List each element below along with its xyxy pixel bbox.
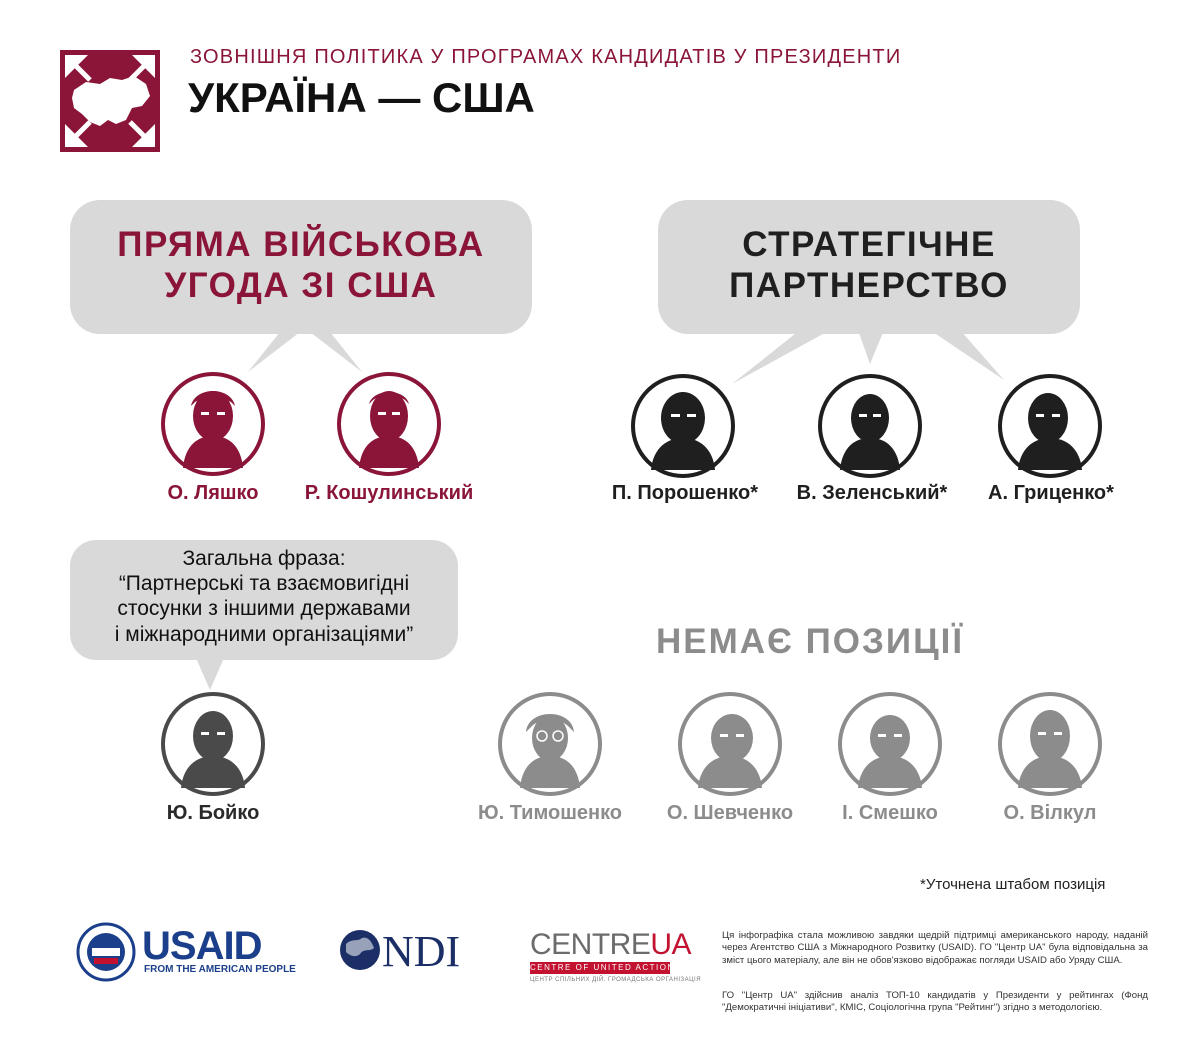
centreua-logo [530, 928, 691, 962]
no-position-title: НЕМАЄ ПОЗИЦІЇ [655, 622, 965, 661]
bubble-strategic-tail-1 [732, 330, 830, 384]
military-line-1: ПРЯМА ВІЙСЬКОВА [117, 225, 485, 264]
portrait-tymoshenko [498, 692, 602, 796]
bubble-strategic-tail-2 [858, 330, 884, 364]
bubble-military-tail [248, 332, 300, 372]
portrait-koshulynskyi [337, 372, 441, 476]
candidate-name-lyashko: О. Ляшко [167, 482, 259, 504]
general-phrase-label [70, 546, 458, 647]
ndi-logo: NDI [382, 927, 461, 976]
disclaimer-paragraph-2: ГО "Центр UA" здійснив аналіз ТОП-10 кандидатів у Президенти у рейтингах (Фонд "Демократичні ініціативи", КМІС, Соціологічна група "Рейтинг") згідно з методологією. [722, 990, 1148, 1014]
candidate-name-shevchenko: О. Шевченко [666, 802, 794, 824]
portrait-boiko [161, 692, 265, 796]
centreua-bar: CENTRE OF UNITED ACTIONS [530, 963, 682, 972]
strategic-line-1: СТРАТЕГІЧНЕ [742, 225, 996, 264]
candidate-name-vilkul: О. Вілкул [1003, 802, 1097, 824]
centreua-subtitle: ЦЕНТР СПІЛЬНИХ ДІЙ. ГРОМАДСЬКА ОРГАНІЗАЦІЯ [530, 977, 702, 983]
header-subtitle: ЗОВНІШНЯ ПОЛІТИКА У ПРОГРАМАХ КАНДИДАТІВ У ПРЕЗИДЕНТИ [190, 46, 902, 68]
general-line-3: стосунки з іншими державами [117, 597, 411, 621]
footnote: *Уточнена штабом позиція [920, 876, 1106, 893]
candidate-name-tymoshenko: Ю. Тимошенко [477, 802, 623, 824]
bubble-general-tail [196, 658, 224, 690]
disclaimer-paragraph-1: Ця інфографіка стала можливою завдяки щедрій підтримці американського народу, наданій через Агентство США з Міжнародного Розвитку (USAID). ГО "Центр UA" була відповідальна за зміст цього матеріалу, але він не обов'язково відображає погляди USAID або Уряду США. [722, 930, 1148, 966]
page-title: УКРАЇНА — США [188, 74, 535, 121]
candidate-name-boiko: Ю. Бойко [166, 802, 260, 824]
candidate-name-hrytsenko: А. Гриценко* [988, 482, 1114, 504]
usaid-seal-icon [76, 922, 136, 982]
strategic-partnership-label [658, 224, 1080, 307]
ndi-globe-icon [338, 928, 382, 972]
military-line-2: УГОДА ЗІ США [164, 266, 438, 306]
general-line-4: і міжнародними організаціями” [114, 622, 414, 646]
usaid-tagline: FROM THE AMERICAN PEOPLE [144, 964, 296, 975]
portrait-shevchenko [678, 692, 782, 796]
usaid-logo: USAID [142, 924, 262, 968]
portrait-zelenskyi [818, 374, 922, 478]
general-line-1: Загальна фраза: [182, 547, 346, 570]
centreua-logo-part1: CENTRE [530, 928, 651, 961]
portrait-poroshenko [631, 374, 735, 478]
portrait-vilkul [998, 692, 1102, 796]
candidate-name-poroshenko: П. Порошенко* [611, 482, 759, 504]
candidate-name-smeshko: І. Смешко [842, 802, 938, 824]
portrait-lyashko [161, 372, 265, 476]
bubble-military-tail-2 [310, 332, 362, 372]
centreua-logo-part2: UA [650, 928, 692, 961]
military-agreement-label [70, 224, 532, 307]
candidate-name-koshulynskyi: Р. Кошулинський [304, 482, 474, 504]
candidate-name-zelenskyi: В. Зеленський* [796, 482, 948, 504]
portrait-hrytsenko [998, 374, 1102, 478]
portrait-smeshko [838, 692, 942, 796]
strategic-line-2: ПАРТНЕРСТВО [729, 266, 1009, 306]
general-line-2: “Партнерські та взаємовигідні [118, 572, 410, 596]
bubble-strategic-tail-3 [930, 330, 1004, 380]
